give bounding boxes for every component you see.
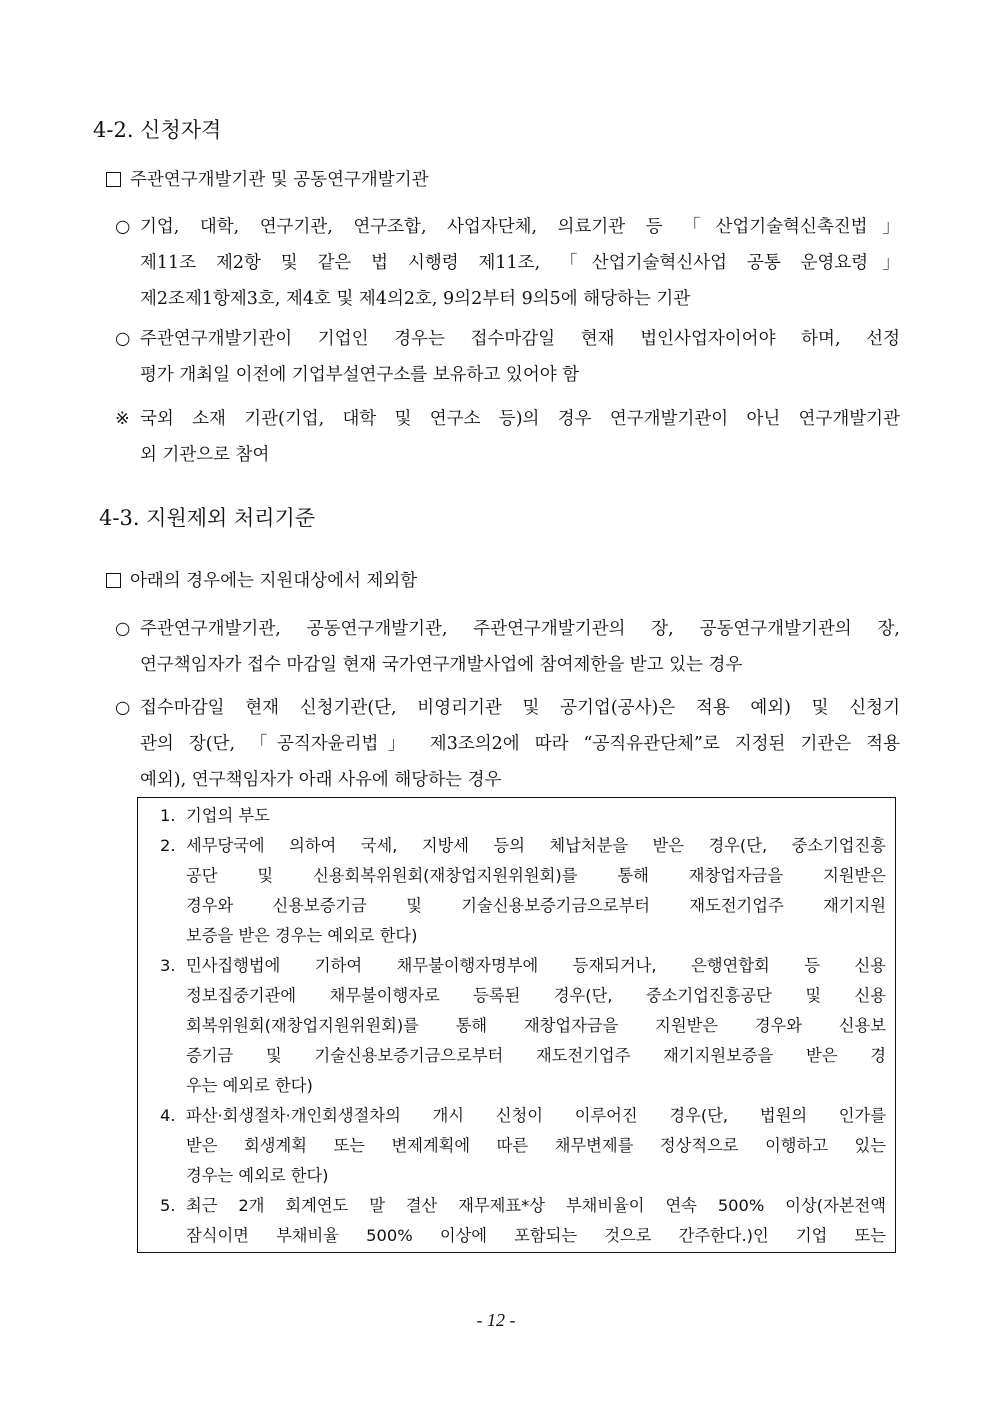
text-line: 파산·회생절차·개인회생절차의 개시 신청이 이루어진 경우(단, 법원의 인가를: [186, 1106, 886, 1125]
text-line: 보증을 받은 경우는 예외로 한다): [186, 926, 418, 945]
list-item: [160, 1101, 886, 1191]
text-line: 경우와 신용보증기금 및 기술신용보증기금으로부터 재도전기업주 재기지원: [186, 896, 886, 915]
text-line: 제2조제1항제3호, 제4호 및 제4의2호, 9의2부터 9의5에 해당하는 기관: [140, 289, 691, 309]
reference-mark-icon: ※: [115, 409, 130, 429]
text-line: 민사집행법에 기하여 채무불이행자명부에 등재되거나, 은행연합회 등 신용: [186, 956, 886, 975]
text-line: 기업의 부도: [186, 806, 270, 825]
subheading-text: 주관연구개발기관 및 공동연구개발기관: [130, 170, 429, 190]
item-number: 1.: [160, 806, 176, 825]
circle-bullet-icon: ○: [115, 217, 131, 237]
checkbox-square-icon: [106, 172, 121, 187]
text-line: 회복위원회(재창업지원위원회)를 통해 재창업자금을 지원받은 경우와 신용보: [186, 1016, 886, 1035]
text-line: 받은 회생계획 또는 변제계획에 따른 채무변제를 정상적으로 이행하고 있는: [186, 1136, 886, 1155]
text-line: 기업, 대학, 연구기관, 연구조합, 사업자단체, 의료기관 등 「산업기술혁신촉진법」: [140, 217, 900, 237]
section-4-2-subheading: [106, 168, 429, 192]
item-number: 5.: [160, 1196, 176, 1215]
text-line: 관의 장(단, 「공직자윤리법」 제3조의2에 따라 “공직유관단체”로 지정된 기관은 적용: [140, 734, 900, 754]
circle-bullet-icon: ○: [115, 698, 131, 718]
text-line: 예외), 연구책임자가 아래 사유에 해당하는 경우: [140, 770, 502, 790]
text-line: 우는 예외로 한다): [186, 1076, 313, 1095]
text-line: 주관연구개발기관이 기업인 경우는 접수마감일 현재 법인사업자이어야 하며, 선정: [140, 329, 900, 349]
list-item: [160, 831, 886, 951]
exclusion-criteria-box: [137, 797, 896, 1253]
text-line: 접수마감일 현재 신청기관(단, 비영리기관 및 공기업(공사)은 적용 예외) 및 신청기: [140, 698, 900, 718]
circle-bullet-icon: ○: [115, 619, 131, 639]
participation-restriction-bullet: [115, 611, 900, 683]
text-line: 최근 2개 회계연도 말 결산 재무제표*상 부채비율이 연속 500% 이상(자본전액: [186, 1196, 886, 1215]
text-line: 공단 및 신용회복위원회(재창업지원위원회)를 통해 재창업자금을 지원받은: [186, 866, 886, 885]
foreign-institution-note: [115, 401, 900, 473]
text-line: 경우는 예외로 한다): [186, 1166, 329, 1185]
section-4-3-heading: 4-3. 지원제외 처리기준: [99, 506, 316, 530]
eligibility-bullet: [115, 209, 900, 317]
checkbox-square-icon: [106, 573, 121, 588]
section-4-3-subheading: [106, 569, 417, 593]
text-line: 제11조 제2항 및 같은 법 시행령 제11조, 「산업기술혁신사업 공통 운영요령」: [140, 253, 900, 273]
page-number: - 12 -: [476, 1310, 516, 1330]
item-number: 4.: [160, 1106, 176, 1125]
applicant-status-bullet: [115, 690, 900, 798]
item-number: 3.: [160, 956, 176, 975]
text-line: 정보집중기관에 채무불이행자로 등록된 경우(단, 중소기업진흥공단 및 신용: [186, 986, 886, 1005]
text-line: 증기금 및 기술신용보증기금으로부터 재도전기업주 재기지원보증을 받은 경: [186, 1046, 886, 1065]
section-4-2-heading: 4-2. 신청자격: [93, 118, 222, 142]
list-item: [160, 801, 886, 831]
text-line: 잠식이면 부채비율 500% 이상에 포함되는 것으로 간주한다.)인 기업 또는: [186, 1226, 886, 1245]
text-line: 주관연구개발기관, 공동연구개발기관, 주관연구개발기관의 장, 공동연구개발기관의 장,: [140, 619, 900, 639]
text-line: 평가 개최일 이전에 기업부설연구소를 보유하고 있어야 함: [140, 365, 580, 385]
text-line: 외 기관으로 참여: [140, 445, 270, 465]
item-number: 2.: [160, 836, 176, 855]
text-line: 세무당국에 의하여 국세, 지방세 등의 체납처분을 받은 경우(단, 중소기업진흥: [186, 836, 886, 855]
text-line: 국외 소재 기관(기업, 대학 및 연구소 등)의 경우 연구개발기관이 아닌 연구개발기관: [140, 409, 900, 429]
list-item: [160, 951, 886, 1101]
list-item: [160, 1191, 886, 1251]
circle-bullet-icon: ○: [115, 329, 131, 349]
text-line: 연구책임자가 접수 마감일 현재 국가연구개발사업에 참여제한을 받고 있는 경우: [140, 655, 743, 675]
company-requirement-bullet: [115, 321, 900, 393]
subheading-text: 아래의 경우에는 지원대상에서 제외함: [130, 571, 418, 591]
